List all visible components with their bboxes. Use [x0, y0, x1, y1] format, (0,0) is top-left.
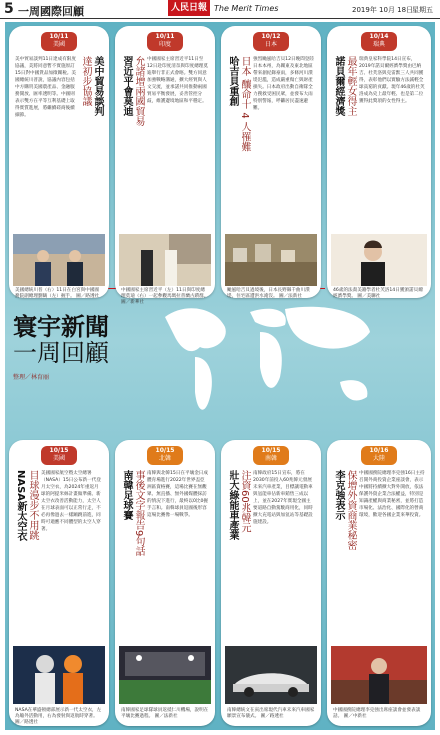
card-title: 習近平會莫迪 — [121, 56, 132, 116]
card-body: 強烈颱風哈吉貝12日晚間登陸日本本州，為關東及東北地區帶來創紀錄豪雨，多條河川潰堤氾濫，造成嚴重傷亡與財產損失。日本政府出動自衛隊全力搜救受困民眾，並發布大雨特別警報，呼籲居民盡速避難。 — [253, 57, 314, 111]
date-badge: 10/15 美國 — [41, 446, 77, 465]
news-card-nobel — [327, 26, 431, 298]
page-header — [0, 0, 440, 19]
card-body: 美中貿易談判11日達成有限度協議，美將同意暫不實施原訂15日對中國貨品加徵關稅。美國總統川普說，協議內容包括中方購買美國農產品、金融服務開放、匯率透明等。中國則表示雙方在平等互利基礎上取得實質進展，將繼續磋商後續細節。 — [15, 57, 76, 118]
card-body: 中國國家主席習近平11日至12日赴印度清奈與印度總理莫迪舉行非正式會晤。雙方同意加強戰略溝通，擴大經貿與人文交流，並承諾共同推動兩國貿易平衡發展，妥善管控分歧，維護邊境地區和平穩定。 — [147, 57, 208, 104]
date-badge: 10/12 日本 — [253, 32, 289, 51]
card-title: 李克強表示 — [333, 470, 344, 520]
world-map — [155, 297, 385, 427]
news-photo — [225, 234, 317, 286]
feature-title: 寰宇新聞 — [13, 312, 109, 341]
card-subtitle: 保增外資商業秘密 — [345, 470, 356, 550]
date-badge: 10/16 大陸 — [361, 446, 397, 465]
feature-title-block — [13, 314, 109, 381]
news-card-nasa — [9, 440, 109, 726]
card-title: NASA新太空衣 — [15, 470, 26, 542]
news-photo — [13, 646, 105, 704]
card-body: 中國國務院總理李克強16日主持召開外商投資企業座談會，表示中國將持續擴大對外開放，依法保護外資企業合法權益，特別是知識產權與商業秘密，並將打造市場化、法治化、國際化的營商環境，歡迎各國企業來華投資。 — [359, 471, 425, 518]
news-card-japan — [221, 26, 321, 298]
news-photo — [13, 234, 105, 286]
card-body: 南韓與北韓15日在平壤金日成體育場進行2022年世界盃亞洲區資格賽，這場比賽在無觀眾、無直播、無外國媒體採訪的情況下進行，最終以0比0握手言和。南韓球員返國後形容這場比賽像一場戰爭。 — [147, 471, 208, 518]
news-photo — [331, 234, 427, 286]
photo-caption: 南韓國家足球隊球員返抵仁川機場，說明在平壤比賽過程。 圖／法新社 — [121, 708, 209, 719]
date-badge: 10/15 北韓 — [147, 446, 183, 465]
feature-subtitle: 一周回顧 — [13, 339, 109, 367]
card-subtitle: 注資60兆韓元 — [239, 470, 250, 533]
card-subtitle: 事後文字報告9句話 — [133, 470, 144, 557]
issue-date: 2019年 10月 18日 — [352, 6, 414, 14]
card-title: 哈吉貝重創 — [227, 56, 238, 106]
news-card-hyundai — [221, 440, 321, 726]
news-photo — [331, 646, 427, 704]
issue-weekday: 星期五 — [412, 6, 433, 14]
news-card-li-keqiang — [327, 440, 431, 726]
news-card-xi-modi — [115, 26, 215, 305]
photo-caption: 颱風哈吉貝過境後，日本長野縣千曲川潰堤，住宅區遭洪水淹沒。 圖／法新社 — [227, 288, 310, 299]
card-title: 美中貿易談判 — [92, 56, 103, 116]
news-photo — [119, 646, 211, 704]
card-subtitle: 達初步協議 — [80, 56, 91, 106]
card-title: 南韓足球賽 — [121, 470, 132, 520]
photo-caption: 46歲的法裔美籍學者杜芙洛14日獲頒諾貝爾經濟學獎。 圖／美聯社 — [333, 288, 423, 299]
photo-caption: NASA在華盛頓總部展示新一代太空衣，左為艙外活動用，右為發射與返航時穿著。 圖／路透社 — [15, 708, 102, 725]
card-subtitle: 允諸增兩國貿易 — [133, 56, 144, 126]
card-title: 諾貝爾經濟獎 — [333, 56, 344, 116]
news-card-korea-football — [115, 440, 215, 726]
news-card-us-china — [9, 26, 109, 298]
main-panel — [5, 22, 435, 730]
card-subtitle: 目球漫步不用跳 — [27, 470, 38, 540]
card-body: 瑞典皇家科學院14日宣布，2019年諾貝爾經濟學獎由巴納吉、杜芙洛與克雷默三人共同獲得，表彰他們以實驗方法減輕全球貧窮的貢獻。現年46歲的杜芙洛成為史上最年輕、也是第二位獲得此獎項的女性得主。 — [359, 57, 425, 104]
date-badge: 10/11 美國 — [41, 32, 77, 51]
byline: 整理／林育丽 — [13, 374, 50, 381]
newspaper-english-name: The Merit Times — [214, 4, 279, 13]
photo-caption: 南韓總統文在寅出席現代汽車未來汽車國家願景宣布儀式。 圖／路透社 — [227, 708, 315, 719]
photo-caption: 中國國務院總理李克強出席座談會並發表談話。 圖／中新社 — [333, 708, 421, 719]
date-badge: 10/14 瑞典 — [361, 32, 397, 51]
news-photo — [119, 234, 211, 286]
newspaper-logo: 人民日報 — [168, 0, 210, 16]
page-number: 5 — [4, 1, 14, 17]
date-badge: 10/15 南韓 — [253, 446, 289, 465]
photo-caption: 美國總統川普（右）11日在白宮與中國國務院副總理劉鶴（左）握手。 圖／路透社 — [15, 288, 100, 299]
news-photo — [225, 646, 317, 704]
card-subtitle: 日本 釀命十 4 人罹難 — [239, 56, 250, 152]
section-title: 一周國際回顧 — [18, 5, 84, 18]
card-title: 壯大綠能車產業 — [227, 470, 238, 540]
card-body: 南韓政府15日宣布，將在2030年前投入60兆韓元發展未來汽車產業，目標讓電動車與氫能車佔新車銷售三成以上，並在2027年實現全國主要道路自動駕駛商用化，同時擴大充電站與加氫站等基礎設施建設。 — [253, 471, 313, 525]
card-body: 美國國家航空暨太空總署（NASA）15日公布新一代登月太空衣，為2024年重返月球的阿提米絲計畫做準備。新太空衣改善活動能力，太空人在月球表面可以正常行走，不必再像過去一樣蹦跳前進，同時可適應不同體型的太空人穿著。 — [41, 471, 101, 532]
date-badge: 10/11 印度 — [147, 32, 183, 51]
card-subtitle: 最年輕女得主 — [345, 56, 356, 116]
photo-caption: 中國國家主席習近平（左）11日與印度總理莫迪（右）一起參觀馬瑪拉普蘭古蹟群。 圖／新華社 — [121, 288, 209, 305]
